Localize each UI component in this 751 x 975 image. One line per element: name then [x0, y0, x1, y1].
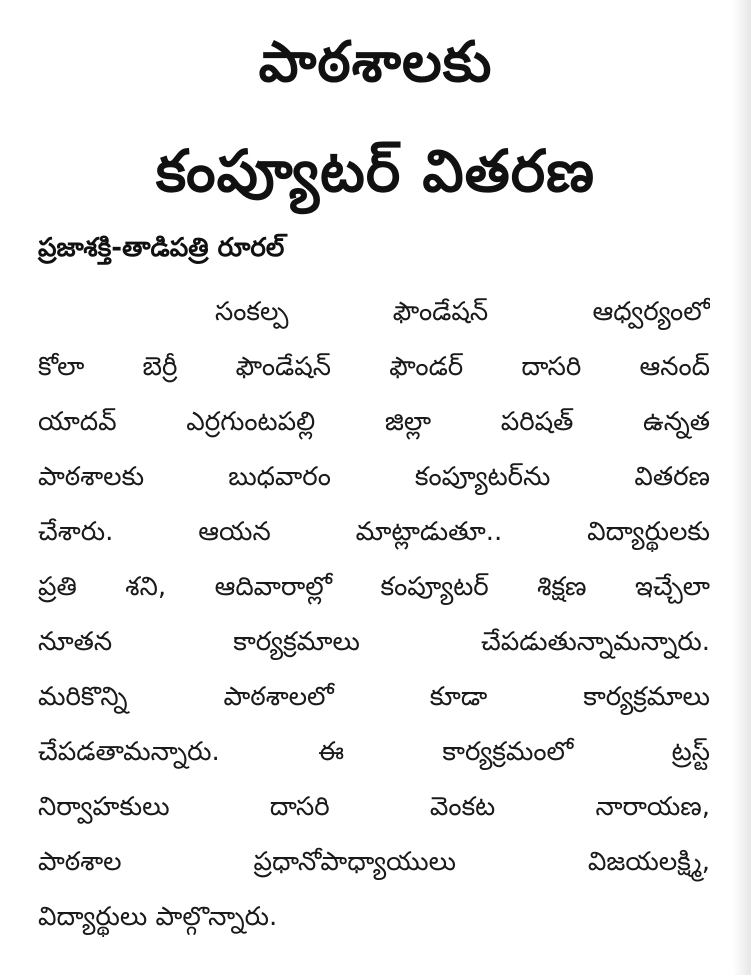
- body-line: నిర్వాహకులు దాసరి వెంకట నారాయణ,: [38, 792, 710, 822]
- body-line: మరికొన్ని పాఠశాలలో కూడా కార్యక్రమాలు: [38, 682, 710, 712]
- body-line: నూతన కార్యక్రమాలు చేపడుతున్నామన్నారు.: [38, 627, 710, 657]
- body-line: పాఠశాలకు బుధవారం కంప్యూటర్‌ను వితరణ: [38, 462, 710, 492]
- body-line: విద్యార్థులు పాల్గొన్నారు.: [38, 902, 278, 932]
- body-line: పాఠశాల ప్రధానోపాధ్యాయులు విజయలక్ష్మి,: [38, 847, 710, 877]
- body-line: యాదవ్ ఎర్రగుంటపల్లి జిల్లా పరిషత్ ఉన్నత: [38, 407, 710, 437]
- headline-line-2: కంప్యూటర్ వితరణ: [155, 137, 596, 205]
- body-line: చేపడతామన్నారు. ఈ కార్యక్రమంలో ట్రస్ట్: [38, 737, 710, 767]
- dateline: ప్రజాశక్తి-తాడిపత్రి రూరల్: [38, 233, 285, 263]
- page-edge-shadow: [733, 0, 751, 975]
- body-line: కోలా బెర్రీ ఫౌండేషన్ ఫౌండర్ దాసరి ఆనంద్: [38, 352, 710, 382]
- body-line: చేశారు. ఆయన మాట్లాడుతూ.. విద్యార్థులకు: [38, 517, 710, 547]
- headline-line-1: పాఠశాలకు: [258, 30, 493, 95]
- body-line: ప్రతి శని, ఆదివారాల్లో కంప్యూటర్ శిక్షణ ఇచ్చేలా: [38, 572, 710, 602]
- body-line: సంకల్ప ఫౌండేషన్ ఆధ్వర్యంలో: [215, 297, 710, 327]
